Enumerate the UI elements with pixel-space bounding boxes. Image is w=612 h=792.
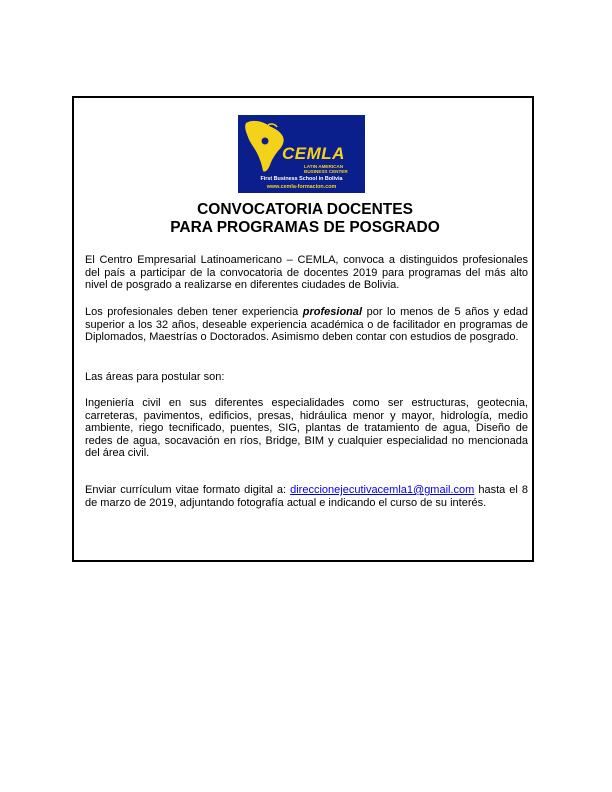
- email-link[interactable]: direccionejecutivacemla1@gmail.com: [290, 484, 475, 496]
- requirements-text-start: Los profesionales deben tener experiencia: [85, 306, 303, 318]
- areas-paragraph: Ingeniería civil en sus diferentes especialidades como ser estructuras, geotecnia, carreteras, pavimentos, edificios, presas, hidráulica menor y mayor, hidrología, medio ambiente, riego tecnificado, puentes, SIG, plantas de tratamiento de agua, Diseño de redes de agua, socavación en ríos, Bridge, BIM y cualquier especialidad no mencionada del área civil.: [85, 397, 528, 460]
- submission-text-start: Enviar currículum vitae formato digital a:: [85, 484, 291, 496]
- logo-subtitle-line2: BUSINESS CENTER: [304, 169, 348, 174]
- areas-heading: Las áreas para postular son:: [85, 371, 225, 383]
- cemla-logo: [238, 115, 365, 193]
- submission-text-end: hasta el 8 de marzo de 2019, adjuntando fotografía actual e indicando el curso de su interés.: [85, 484, 528, 509]
- emphasis-profesional: profesional: [302, 306, 363, 318]
- title-line1: CONVOCATORIA DOCENTES: [197, 201, 413, 218]
- requirements-text-end: por lo menos de 5 años y edad superior a los 32 años, deseable experiencia académica o de facilitador en programas de Diplomados, Maestrías o Doctorados. Asimismo deben contar con estudios de posgrado.: [85, 306, 528, 344]
- logo-website: www.cemla-formacion.com: [266, 184, 337, 190]
- submission-paragraph: [85, 484, 528, 509]
- logo-subtitle-line1: LATIN AMERICAN: [304, 164, 344, 169]
- title-line2: PARA PROGRAMAS DE POSGRADO: [170, 219, 440, 236]
- logo-tagline: First Business School in Bolivia: [260, 176, 343, 182]
- requirements-paragraph: [85, 306, 528, 344]
- logo-brand-text: CEMLA: [282, 144, 345, 163]
- intro-paragraph: El Centro Empresarial Latinoamericano – CEMLA, convoca a distinguidos profesionales del país a participar de la convocatoria de docentes 2019 para programas del más alto nivel de posgrado a realizarse en diferentes ciudades de Bolivia.: [85, 254, 528, 292]
